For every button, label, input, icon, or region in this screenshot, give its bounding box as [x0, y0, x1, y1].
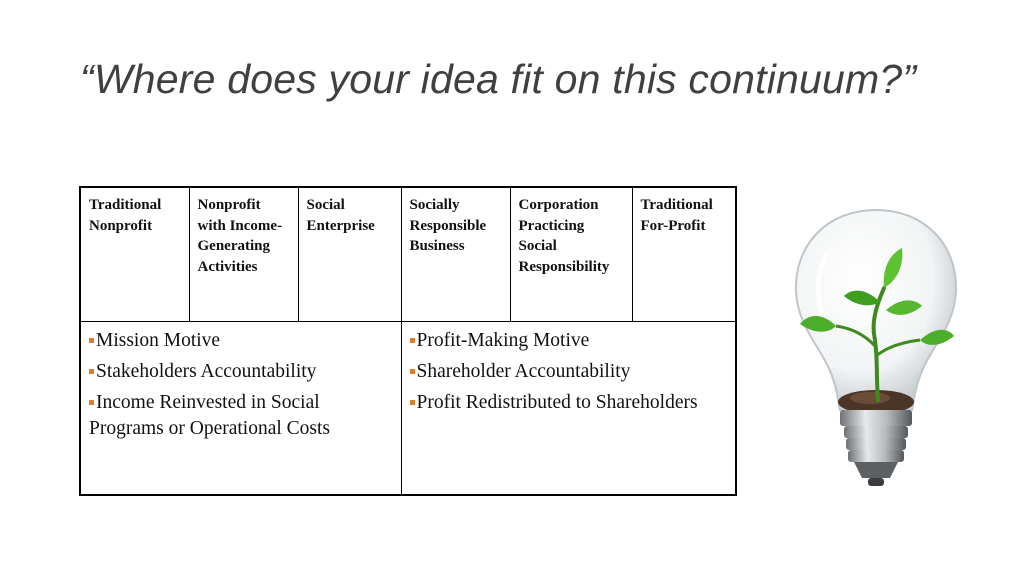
header-cell — [80, 187, 189, 322]
list-item: Profit-Making Motive — [410, 328, 728, 354]
header-cell — [401, 187, 510, 322]
header-cell — [189, 187, 298, 322]
bullet-icon — [410, 338, 415, 343]
nonprofit-motives-cell — [80, 322, 401, 496]
list-item: Stakeholders Accountability — [89, 359, 393, 385]
continuum-table — [79, 186, 737, 496]
list-item: Shareholder Accountability — [410, 359, 728, 385]
bullet-icon — [410, 369, 415, 374]
forprofit-motives-cell — [401, 322, 736, 496]
lightbulb-with-plant-icon — [786, 206, 966, 496]
header-traditional-nonprofit: Traditional Nonprofit — [89, 197, 162, 234]
header-corporation-csr: Corporation Practicing Social Responsibility — [518, 197, 610, 275]
bullet-icon — [89, 338, 94, 343]
continuum-body-row — [80, 322, 736, 496]
header-cell — [632, 187, 736, 322]
header-socially-responsible: Socially Responsible Business — [409, 197, 487, 254]
list-item: Profit Redistributed to Shareholders — [410, 390, 728, 416]
bullet-icon — [89, 369, 94, 374]
bullet-icon — [410, 400, 415, 405]
list-item: Mission Motive — [89, 328, 393, 354]
bullet-icon — [89, 400, 94, 405]
header-social-enterprise: Social Enterprise — [306, 197, 375, 234]
header-cell — [510, 187, 632, 322]
slide-title: “Where does your idea fit on this continuum?” — [80, 56, 917, 102]
header-nonprofit-income: Nonprofit with Income-Generating Activities — [197, 197, 283, 275]
header-traditional-forprofit: Traditional For-Profit — [640, 197, 713, 234]
continuum-header-row — [80, 187, 736, 322]
list-item: Income Reinvested in Social Programs or Operational Costs — [89, 392, 331, 439]
header-cell — [298, 187, 401, 322]
